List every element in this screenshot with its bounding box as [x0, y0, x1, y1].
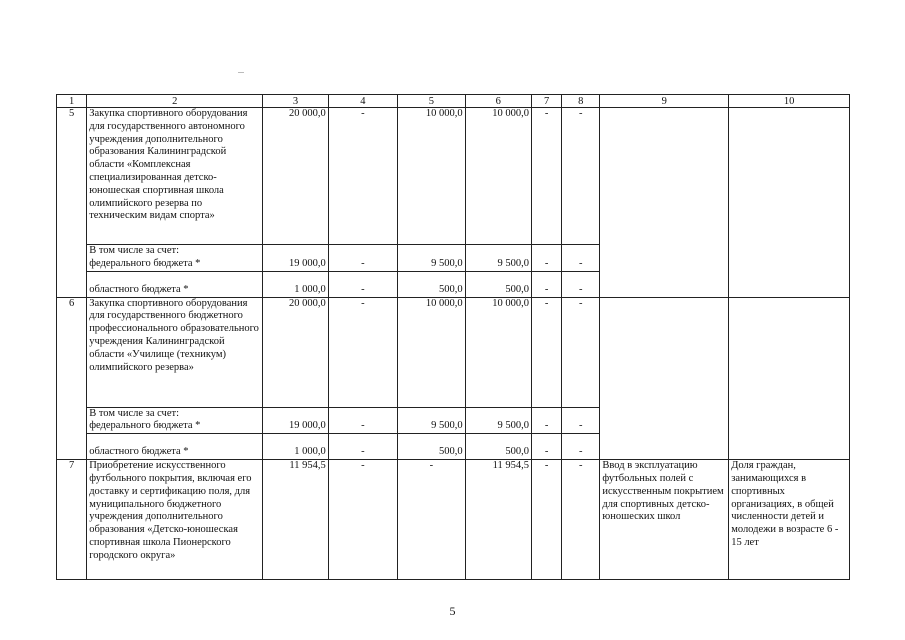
cell-col-4: -	[328, 108, 397, 245]
header-col-4: 4	[328, 95, 397, 108]
row-number: 5	[57, 108, 87, 298]
federal-col-8: -	[562, 245, 600, 272]
federal-cell	[87, 245, 263, 272]
header-col-3: 3	[263, 95, 328, 108]
cell-col-8: -	[562, 108, 600, 245]
federal-label: федерального бюджета *	[89, 257, 201, 269]
row-title: Закупка спортивного оборудования для государственного бюджетного профессионального образовательного учреждения Калининградской области «Училище (техникум) олимпийского резерва»	[87, 297, 263, 407]
federal-col-4: -	[328, 407, 397, 434]
cell-col-4: -	[328, 297, 397, 407]
cell-col-5: -	[398, 460, 465, 580]
budget-table	[56, 94, 850, 580]
cell-col-6: 10 000,0	[465, 297, 531, 407]
regional-col-6: 500,0	[465, 434, 531, 460]
regional-col-4: -	[328, 271, 397, 297]
federal-total: 19 000,0	[263, 407, 328, 434]
table-row	[57, 460, 850, 580]
cell-col-9	[600, 108, 729, 298]
federal-col-7: -	[531, 245, 561, 272]
federal-label: федерального бюджета *	[89, 420, 201, 432]
federal-total: 19 000,0	[263, 245, 328, 272]
header-col-2: 2	[87, 95, 263, 108]
regional-col-4: -	[328, 434, 397, 460]
row-number: 7	[57, 460, 87, 580]
regional-col-8: -	[562, 271, 600, 297]
row-title: Приобретение искусственного футбольного покрытия, включая его доставку и сертификацию поля, для муниципального бюджетного учреждения дополнительного образования «Детско-юношеская спортивная школа Пионерского городского округа»	[87, 460, 263, 580]
federal-col-7: -	[531, 407, 561, 434]
cell-col-5: 10 000,0	[398, 108, 465, 245]
federal-col-6: 9 500,0	[465, 245, 531, 272]
cell-col-8: -	[562, 460, 600, 580]
cell-col-7: -	[531, 108, 561, 245]
regional-total: 1 000,0	[263, 434, 328, 460]
cell-col-4: -	[328, 460, 397, 580]
header-col-7: 7	[531, 95, 561, 108]
regional-col-5: 500,0	[398, 271, 465, 297]
cell-col-5: 10 000,0	[398, 297, 465, 407]
regional-col-7: -	[531, 434, 561, 460]
cell-col-6: 10 000,0	[465, 108, 531, 245]
header-col-6: 6	[465, 95, 531, 108]
regional-col-7: -	[531, 271, 561, 297]
federal-col-4: -	[328, 245, 397, 272]
indicator-description: Доля граждан, занимающихся в спортивных организациях, в общей численности детей и молодежи в возрасте 6 - 15 лет	[729, 460, 850, 580]
cell-col-8: -	[562, 297, 600, 407]
page-number: 5	[449, 604, 456, 618]
result-description: Ввод в эксплуатацию футбольных полей с искусственным покрытием для спортивных детско-юношеских школ	[600, 460, 729, 580]
federal-col-6: 9 500,0	[465, 407, 531, 434]
cell-col-7: -	[531, 297, 561, 407]
header-col-5: 5	[398, 95, 465, 108]
regional-col-8: -	[562, 434, 600, 460]
scan-mark	[238, 72, 244, 73]
total-cell: 20 000,0	[263, 297, 328, 407]
regional-label: областного бюджета *	[87, 271, 263, 297]
regional-col-5: 500,0	[398, 434, 465, 460]
federal-col-5: 9 500,0	[398, 245, 465, 272]
total-cell: 11 954,5	[263, 460, 328, 580]
regional-label: областного бюджета *	[87, 434, 263, 460]
cell-col-10	[729, 297, 850, 460]
header-col-9: 9	[600, 95, 729, 108]
header-row	[57, 95, 850, 108]
table-row	[57, 108, 850, 245]
total-cell: 20 000,0	[263, 108, 328, 245]
cell-col-6: 11 954,5	[465, 460, 531, 580]
header-col-10: 10	[729, 95, 850, 108]
federal-col-8: -	[562, 407, 600, 434]
header-col-8: 8	[562, 95, 600, 108]
including-label: В том числе за счет:	[89, 407, 180, 419]
federal-col-5: 9 500,0	[398, 407, 465, 434]
federal-cell	[87, 407, 263, 434]
table-row	[57, 297, 850, 407]
row-title: Закупка спортивного оборудования для государственного автономного учреждения дополнительного образования Калининградской области «Комплексная специализированная детско-юношеская спортивная школа олимпийского резерва по техническим видам спорта»	[87, 108, 263, 245]
regional-total: 1 000,0	[263, 271, 328, 297]
regional-col-6: 500,0	[465, 271, 531, 297]
header-col-1: 1	[57, 95, 87, 108]
cell-col-9	[600, 297, 729, 460]
including-label: В том числе за счет:	[89, 245, 180, 256]
row-number: 6	[57, 297, 87, 460]
cell-col-7: -	[531, 460, 561, 580]
cell-col-10	[729, 108, 850, 298]
